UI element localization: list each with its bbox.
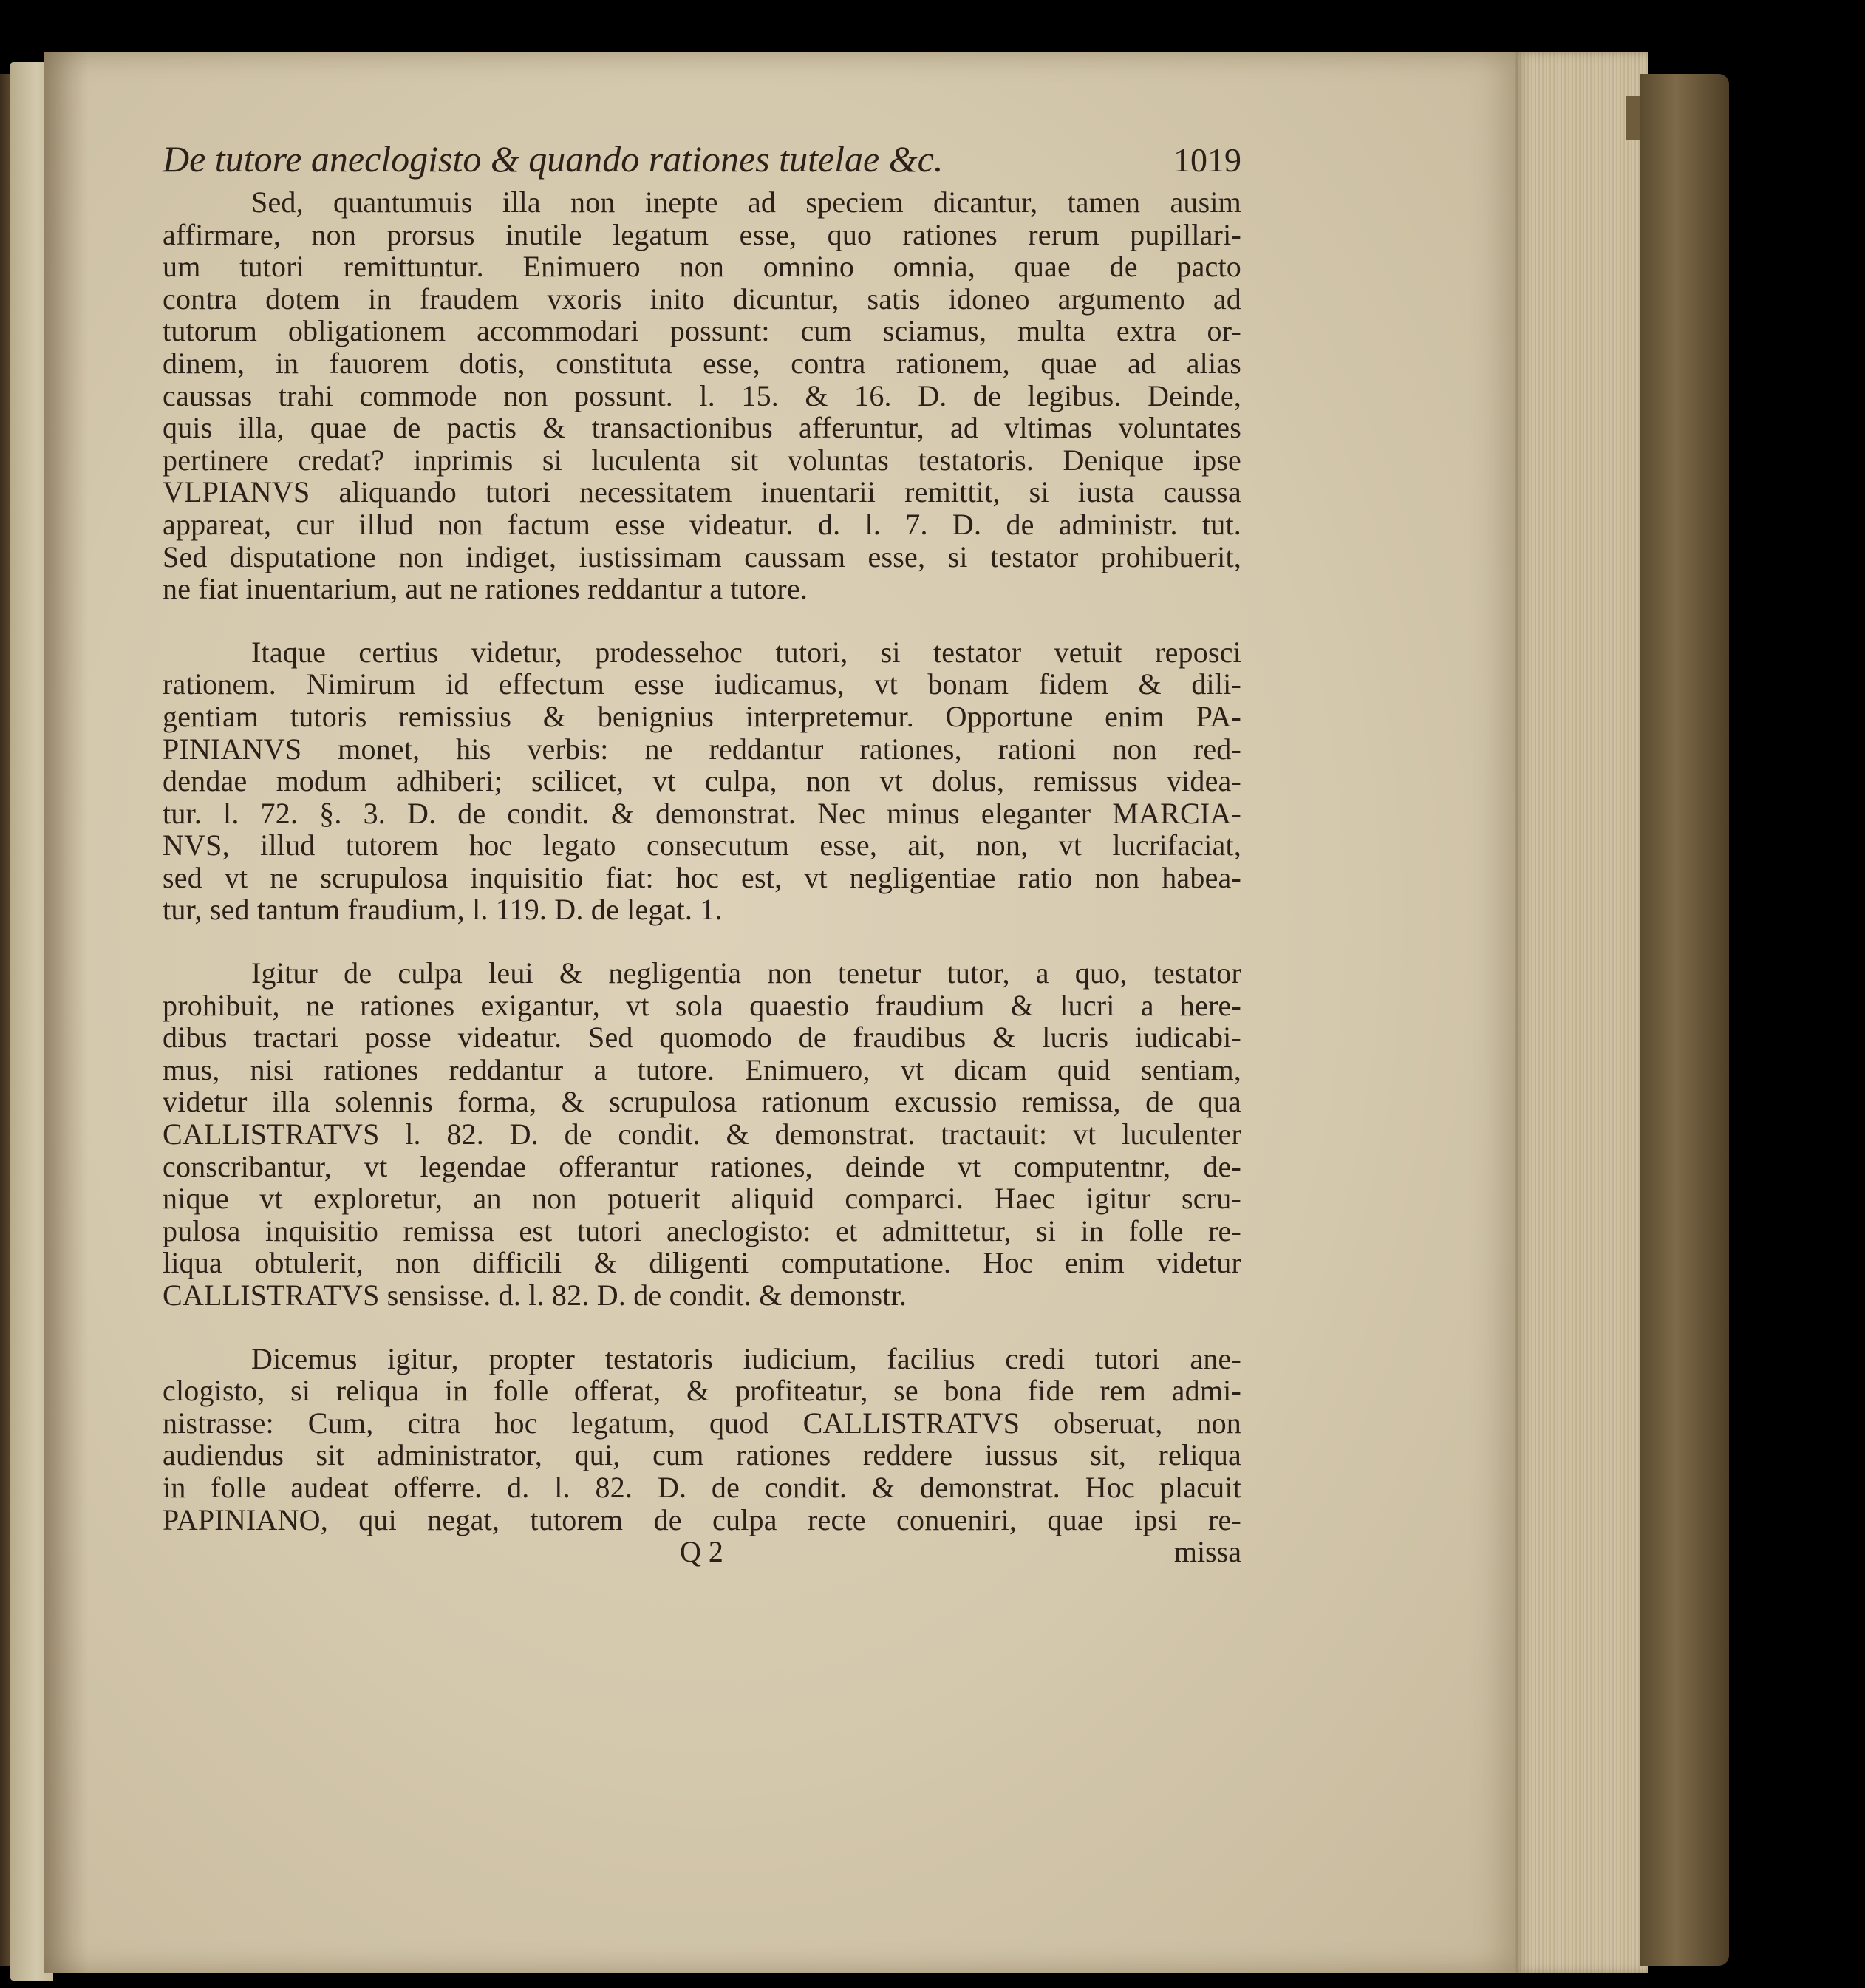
text-line: ne fiat inuentarium, aut ne rationes reddantur a tutore. [163, 572, 808, 606]
paragraph [163, 957, 1241, 1312]
text-line: Itaque certius videtur, prodessehoc tutori, si testator vetuit reposci [251, 635, 1241, 669]
text-line: nique vt exploretur, an non potuerit aliquid comparci. Haec igitur scru- [163, 1182, 1241, 1216]
gutter-shadow [44, 52, 89, 1973]
text-line: rationem. Nimirum id effectum esse iudicamus, vt bonam fidem & dili- [163, 667, 1241, 701]
paragraph-gap [163, 605, 1241, 636]
text-line: VLPIANVS aliquando tutori necessitatem inuentarii remittit, si iusta caussa [163, 475, 1241, 509]
paragraph [163, 186, 1241, 605]
text-line: audiendus sit administrator, qui, cum rationes reddere iussus sit, reliqua [163, 1438, 1241, 1472]
text-line: pertinere credat? inprimis si luculenta sit voluntas testatoris. Denique ipse [163, 443, 1241, 477]
text-line: mus, nisi rationes reddantur a tutore. Enimuero, vt dicam quid sentiam, [163, 1052, 1241, 1086]
text-line: dendae modum adhiberi; scilicet, vt culpa, non vt dolus, remissus videa- [163, 764, 1241, 798]
text-line: dinem, in fauorem dotis, constituta esse, contra rationem, quae ad alias [163, 346, 1241, 380]
text-line: affirmare, non prorsus inutile legatum esse, quo rationes rerum pupillari- [163, 217, 1241, 251]
text-line: prohibuit, ne rationes exigantur, vt sola quaestio fraudium & lucri a here- [163, 988, 1241, 1022]
running-title: De tutore aneclogisto & quando rationes tutelae &c. [163, 138, 944, 180]
signature-mark: Q 2 [680, 1535, 723, 1569]
text-line: NVS, illud tutorem hoc legato consecutum esse, ait, non, vt lucrifaciat, [163, 828, 1241, 862]
page-footer [163, 1536, 1241, 1568]
page-number: 1019 [1173, 141, 1241, 179]
text-line: dibus tractari posse videatur. Sed quomodo de fraudibus & lucris iudicabi- [163, 1021, 1241, 1055]
text-line: nistrasse: Cum, citra hoc legatum, quod CALLISTRATVS obseruat, non [163, 1406, 1241, 1440]
text-line: in folle audeat offerre. d. l. 82. D. de condit. & demonstrat. Hoc placuit [163, 1470, 1241, 1504]
text-line: tur. l. 72. §. 3. D. de condit. & demonstrat. Nec minus eleganter MARCIA- [163, 796, 1241, 830]
text-line: contra dotem in fraudem vxoris inito dicuntur, satis idoneo argumento ad [163, 282, 1241, 316]
text-line: sed vt ne scrupulosa inquisitio fiat: hoc est, vt negligentiae ratio non habea- [163, 860, 1241, 894]
text-line: conscribantur, vt legendae offerantur rationes, deinde vt computentnr, de- [163, 1149, 1241, 1183]
catchword: missa [1173, 1535, 1241, 1569]
text-block [163, 133, 1241, 1568]
paragraph-gap [163, 1312, 1241, 1343]
running-header [163, 133, 1241, 185]
text-line: gentiam tutoris remissius & benignius interpretemur. Opportune enim PA- [163, 699, 1241, 733]
text-line: Igitur de culpa leui & negligentia non tenetur tutor, a quo, testator [251, 956, 1241, 990]
text-line: um tutori remittuntur. Enimuero non omnino omnia, quae de pacto [163, 250, 1241, 284]
text-line: quis illa, quae de pactis & transactionibus afferuntur, ad vltimas voluntates [163, 411, 1241, 445]
paragraph [163, 636, 1241, 926]
text-line: Dicemus igitur, propter testatoris iudicium, facilius credi tutori ane- [251, 1341, 1241, 1375]
paragraph [163, 1343, 1241, 1536]
text-line: PAPINIANO, qui negat, tutorem de culpa recte conueniri, quae ipsi re- [163, 1502, 1241, 1536]
right-cover-edge [1640, 74, 1729, 1966]
paragraph-gap [163, 926, 1241, 957]
text-line: pulosa inquisitio remissa est tutori aneclogisto: et admittetur, si in folle re- [163, 1213, 1241, 1247]
text-line: Sed disputatione non indiget, iustissimam caussam esse, si testator prohibuerit, [163, 539, 1241, 573]
text-line: appareat, cur illud non factum esse videatur. d. l. 7. D. de administr. tut. [163, 507, 1241, 541]
text-line: CALLISTRATVS l. 82. D. de condit. & demonstrat. tractauit: vt luculenter [163, 1117, 1241, 1151]
text-line: videtur illa solennis forma, & scrupulosa rationum excussio remissa, de qua [163, 1085, 1241, 1119]
text-line: caussas trahi commode non possunt. l. 15. & 16. D. de legibus. Deinde, [163, 378, 1241, 412]
text-line: Sed, quantumuis illa non inepte ad speciem dicantur, tamen ausim [251, 185, 1241, 219]
text-line: tur, sed tantum fraudium, l. 119. D. de legat. 1. [163, 893, 723, 927]
text-line: CALLISTRATVS sensisse. d. l. 82. D. de condit. & demonstr. [163, 1279, 907, 1312]
text-line: tutorum obligationem accommodari possunt: cum sciamus, multa extra or- [163, 314, 1241, 348]
text-line: liqua obtulerit, non difficili & diligenti computatione. Hoc enim videtur [163, 1246, 1241, 1280]
text-line: clogisto, si reliqua in folle offerat, & profiteatur, se bona fide rem admi- [163, 1374, 1241, 1408]
book-spread [0, 30, 1865, 1988]
page-edges [1515, 52, 1648, 1973]
text-line: PINIANVS monet, his verbis: ne reddantur rationes, rationi non red- [163, 732, 1241, 766]
